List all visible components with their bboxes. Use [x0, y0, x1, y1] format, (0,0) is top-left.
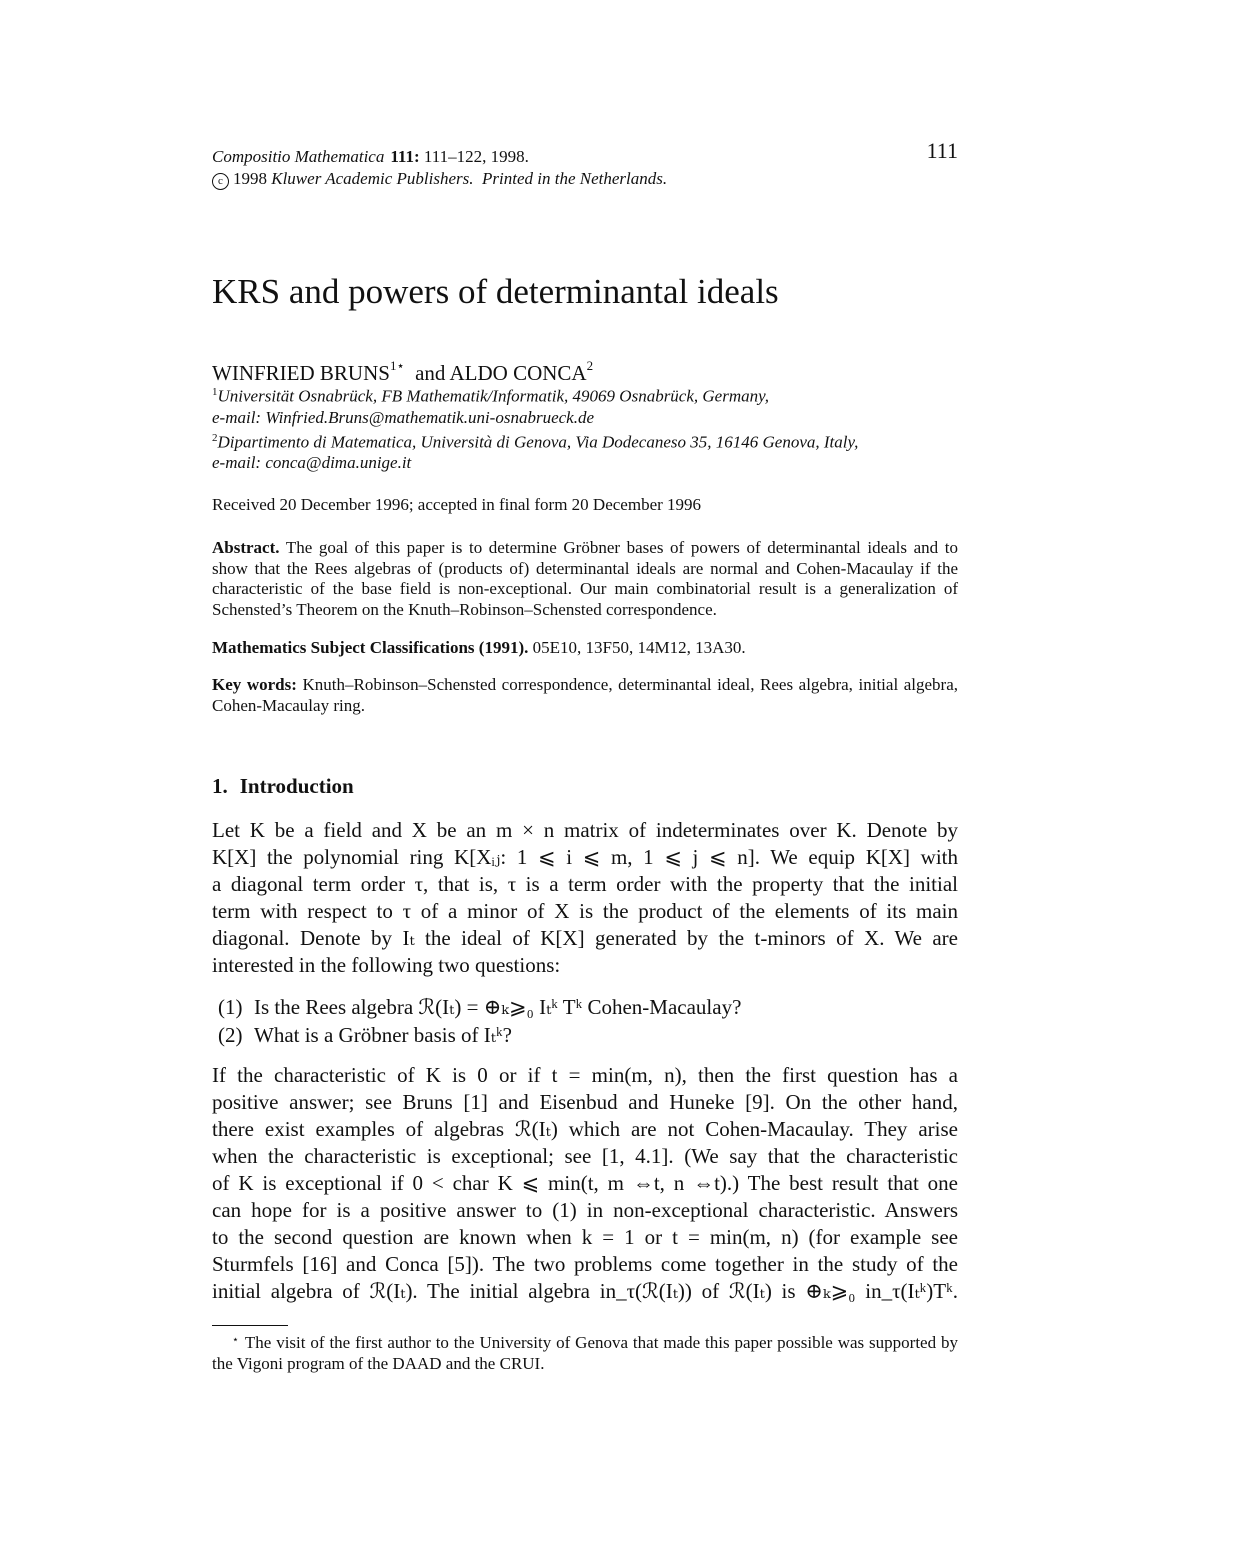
- msc-label: Mathematics Subject Classifications (1991).: [212, 638, 529, 657]
- keywords-label: Key words:: [212, 675, 297, 694]
- received-dates: Received 20 December 1996; accepted in final form 20 December 1996: [212, 495, 702, 514]
- text-line: term with respect to τ of a minor of X is the product of the elements of its main: [212, 899, 958, 923]
- section-heading: [212, 773, 958, 799]
- copyright-year: 1998: [233, 169, 267, 188]
- section-title: Introduction: [239, 774, 354, 798]
- list-item: [212, 1021, 958, 1049]
- footnote-rule: [212, 1325, 288, 1326]
- text-line: diagonal. Denote by Iₜ the ideal of K[X] generated by the t-minors of X. We are: [212, 926, 958, 950]
- journal-volume: 111:: [390, 147, 420, 166]
- text-line: K[X] the polynomial ring K[Xᵢⱼ: 1 ⩽ i ⩽ m, 1 ⩽ j ⩽ n]. We equip K[X] with: [212, 845, 958, 869]
- text-line: can hope for is a positive answer to (1) in non-exceptional characteristic. Answers: [212, 1198, 958, 1222]
- affiliation-line: [212, 407, 958, 428]
- question-list: [212, 993, 958, 1049]
- affiliations: [212, 382, 958, 473]
- affiliation-line: [212, 382, 958, 407]
- list-text: What is a Gröbner basis of Iₜᵏ?: [254, 1023, 512, 1047]
- author-conjunction: and: [415, 361, 446, 385]
- publisher: Kluwer Academic Publishers.: [271, 169, 474, 188]
- author-2: ALDO CONCA: [449, 361, 587, 385]
- author-1-marker: 1⋆: [389, 358, 405, 373]
- text-line: If the characteristic of K is 0 or if t = min(m, n), then the first question has a: [212, 1063, 958, 1087]
- text-line: positive answer; see Bruns [1] and Eisenbud and Huneke [9]. On the other hand,: [212, 1090, 958, 1114]
- subject-classifications: [212, 637, 958, 658]
- affiliation-line: [212, 452, 958, 473]
- keywords-text: Knuth–Robinson–Schensted correspondence, determinantal ideal, Rees algebra, initial algebra, Cohen-Macaulay ring.: [212, 675, 959, 715]
- text-line: there exist examples of algebras ℛ(Iₜ) which are not Cohen-Macaulay. They arise: [212, 1117, 958, 1141]
- text-line: interested in the following two questions:: [212, 953, 561, 977]
- affiliation-line: [212, 428, 958, 453]
- abstract: [212, 538, 958, 621]
- intro-paragraph: [212, 817, 958, 979]
- affiliation-marker: 1: [212, 386, 218, 398]
- section-number: 1.: [212, 774, 228, 798]
- affiliation-marker: 2: [212, 431, 218, 444]
- author-2-marker: 2: [586, 358, 594, 373]
- text-line: when the characteristic is exceptional; see [1, 4.1]. (We say that the characteristic: [212, 1144, 958, 1168]
- journal-pages-year: 111–122, 1998.: [423, 147, 529, 166]
- text-line: to the second question are known when k = 1 or t = min(m, n) (for example see: [212, 1225, 958, 1249]
- journal-name: Compositio Mathematica: [212, 147, 385, 166]
- affiliation-email: e-mail: Winfried.Bruns@mathematik.uni-osnabrueck.de: [212, 407, 595, 427]
- copyright-icon: c: [212, 173, 229, 190]
- list-item: [212, 993, 958, 1021]
- list-number: (2): [218, 1023, 243, 1047]
- msc-codes: 05E10, 13F50, 14M12, 13A30.: [532, 638, 746, 657]
- body-paragraph: [212, 1062, 958, 1305]
- footnote: [212, 1330, 958, 1374]
- affiliation-text: Universität Osnabrück, FB Mathematik/Informatik, 49069 Osnabrück, Germany,: [217, 386, 769, 406]
- affiliation-text: Dipartimento di Matematica, Università di Genova, Via Dodecaneso 35, 16146 Genova, Italy,: [217, 432, 859, 452]
- text-line: Let K be a field and X be an m × n matrix of indeterminates over K. Denote by: [212, 818, 958, 842]
- list-text: Is the Rees algebra ℛ(Iₜ) = ⊕ₖ⩾₀ Iₜᵏ Tᵏ Cohen-Macaulay?: [254, 995, 742, 1019]
- abstract-label: Abstract.: [212, 538, 280, 557]
- affiliation-email: e-mail: conca@dima.unige.it: [212, 453, 412, 473]
- list-number: (1): [218, 995, 243, 1019]
- paper-title: KRS and powers of determinantal ideals: [212, 272, 779, 311]
- text-line: initial algebra of ℛ(Iₜ). The initial algebra in_τ(ℛ(Iₜ)) of ℛ(Iₜ) is ⊕ₖ⩾₀ in_τ(Iₜᵏ)Tᵏ.: [212, 1279, 958, 1303]
- text-line: a diagonal term order τ, that is, τ is a term order with the property that the initial: [212, 872, 958, 896]
- author-1: WINFRIED BRUNS: [212, 361, 390, 385]
- footnote-marker: ⋆: [232, 1334, 239, 1346]
- text-line: of K is exceptional if 0 < char K ⩽ min(t, m ⇔t, n ⇔t).) The best result that one: [212, 1171, 958, 1195]
- footnote-text: The visit of the first author to the University of Genova that made this paper possible was supported by the Vigoni program of the DAAD and the CRUI.: [212, 1333, 958, 1373]
- text-line: Sturmfels [16] and Conca [5]). The two problems come together in the study of the: [212, 1252, 958, 1276]
- page-number: 111: [926, 138, 958, 163]
- printed-note: Printed in the Netherlands.: [482, 169, 668, 188]
- journal-header: [212, 138, 958, 190]
- keywords: [212, 675, 958, 716]
- abstract-text: The goal of this paper is to determine Gröbner bases of powers of determinantal ideals and to show that the Rees algebras of (products of) determinantal ideals are normal and Cohen-Macaulay if the characteristic of the base field is non-exceptional. Our main combinatorial result is a generalization of Schensted’s Theorem on the Knuth–Robinson–Schensted correspondence.: [212, 538, 958, 620]
